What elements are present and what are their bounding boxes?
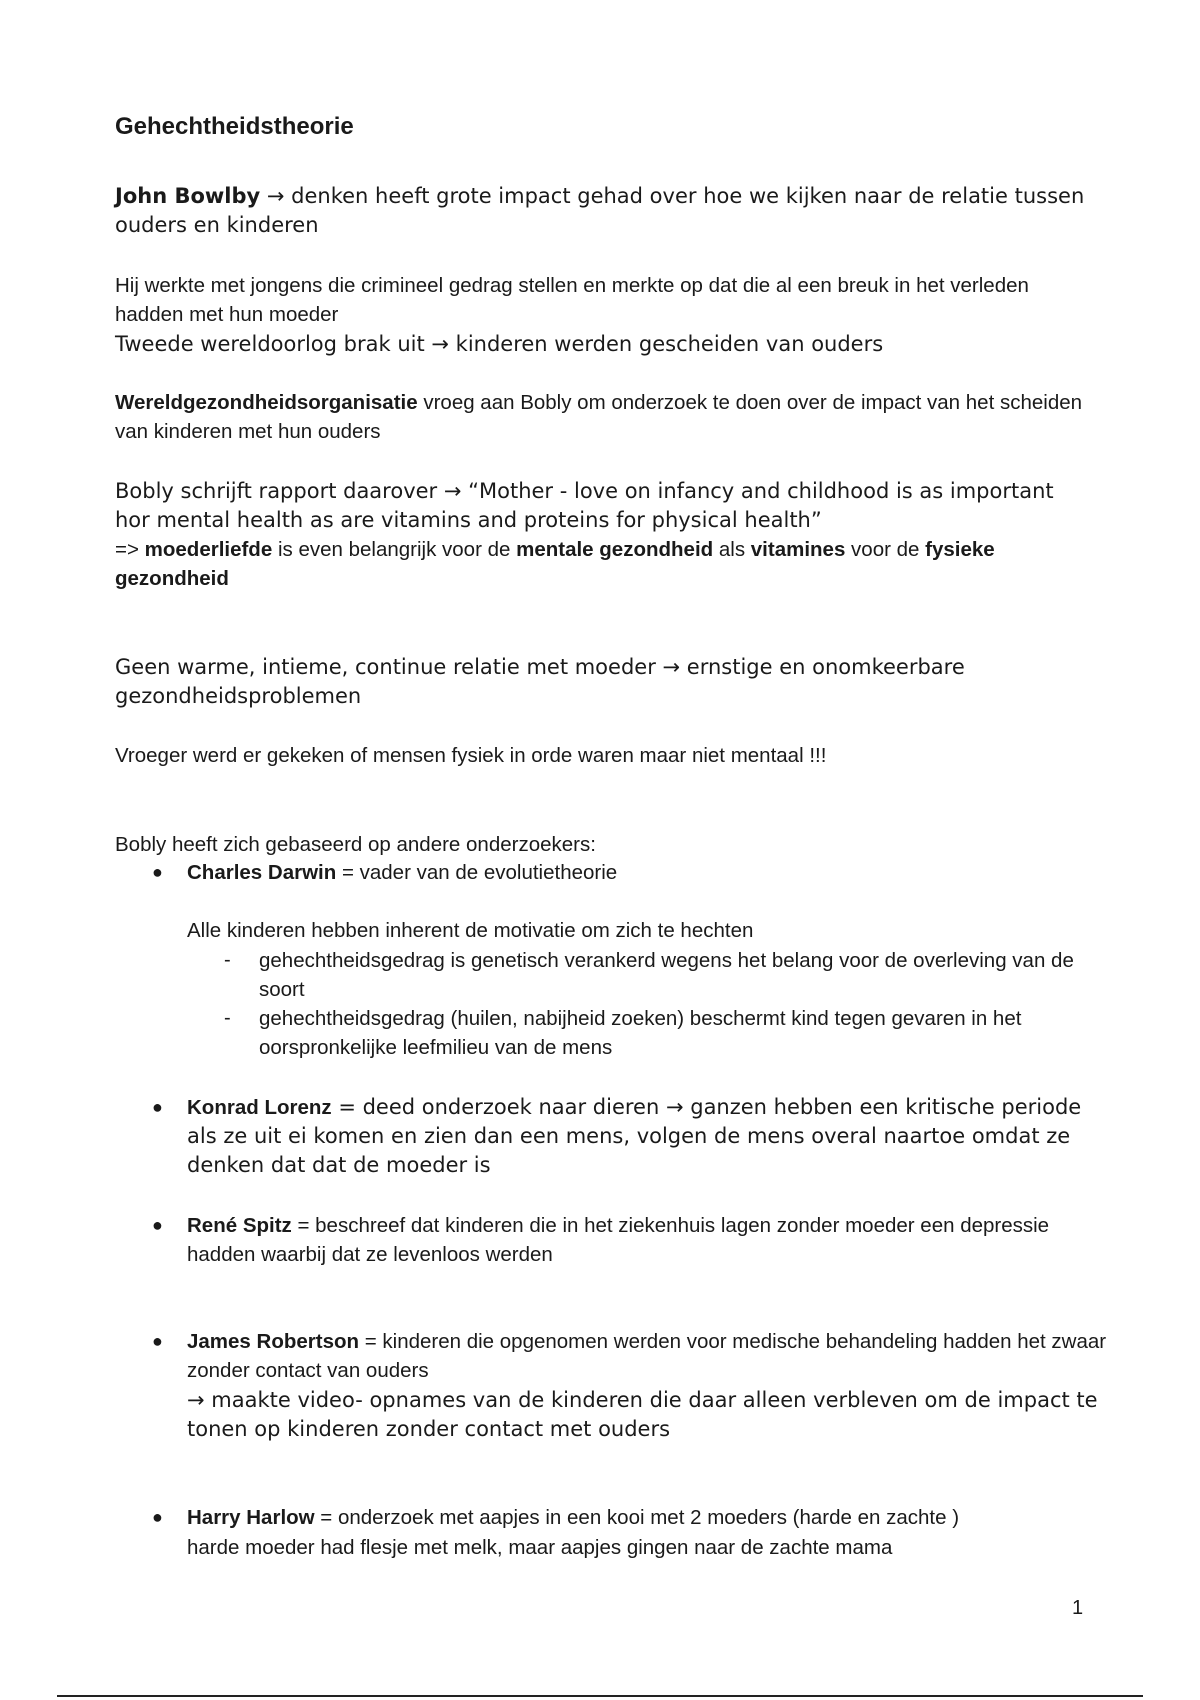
list-item-spitz [187, 1211, 1107, 1269]
list-item-robertson-line2: → maakte video- opnames van de kinderen die daar alleen verbleven om de impact te tonen op kinderen zonder contact met ouders [187, 1388, 1098, 1441]
list-item-text: = vader van de evolutietheorie [336, 861, 618, 884]
paragraph-onderzoekers-intro: Bobly heeft zich gebaseerd op andere onderzoekers: [115, 833, 596, 856]
bold-term: vitamines [750, 538, 846, 561]
page-number: 1 [1072, 1597, 1084, 1619]
bold-term: René Spitz [187, 1214, 292, 1237]
list-item-text: = onderzoek met aapjes in een kooi met 2 moeders (harde en zachte ) [314, 1506, 960, 1529]
list-item-text: = kinderen die opgenomen werden voor medische behandeling hadden het zwaar zonder contact van ouders [187, 1330, 1107, 1382]
bold-term: moederliefde [144, 538, 273, 561]
dash-icon: - [224, 1007, 231, 1029]
bold-term: John Bowlby [115, 184, 261, 208]
bold-term: Wereldgezondheidsorganisatie [115, 391, 418, 414]
bold-term: Charles Darwin [187, 861, 337, 884]
bullet-icon: ● [152, 862, 163, 882]
paragraph-who [115, 388, 1095, 446]
page-title: Gehechtheidstheorie [115, 113, 354, 140]
paragraph-wereldoorlog: Tweede wereldoorlog brak uit → kinderen werden gescheiden van ouders [115, 332, 884, 356]
list-item-lorenz [187, 1093, 1107, 1180]
paragraph-jongens: Hij werkte met jongens die crimineel gedrag stellen en merkte op dat die al een breuk in het verleden hadden met hun moeder [115, 274, 1029, 326]
paragraph-text: vroeg aan Bobly om onderzoek te doen over de impact van het scheiden van kinderen met hun ouders [115, 391, 1083, 443]
paragraph-vroeger: Vroeger werd er gekeken of mensen fysiek in orde waren maar niet mentaal !!! [115, 744, 827, 767]
bold-term: James Robertson [187, 1330, 360, 1353]
paragraph-moederliefde [115, 535, 1095, 593]
bullet-icon: ● [152, 1215, 163, 1235]
bold-term: fysieke gezondheid [115, 538, 995, 590]
list-item-harlow-line2: harde moeder had flesje met melk, maar aapjes gingen naar de zachte mama [187, 1536, 893, 1559]
list-item-harlow [187, 1503, 1107, 1532]
text-segment: is even belangrijk voor de [272, 538, 517, 561]
text-segment: => [115, 538, 145, 561]
bold-term: mentale gezondheid [516, 538, 714, 561]
list-item-darwin-sub: Alle kinderen hebben inherent de motivatie om zich te hechten [187, 919, 754, 942]
list-item-text: = beschreef dat kinderen die in het ziekenhuis lagen zonder moeder een depressie hadden waarbij dat ze levenloos werden [187, 1214, 1050, 1266]
bullet-icon: ● [152, 1097, 163, 1117]
bullet-icon: ● [152, 1507, 163, 1527]
sub-item-gevaren: gehechtheidsgedrag (huilen, nabijheid zoeken) beschermt kind tegen gevaren in het oorspronkelijke leefmilieu van de mens [259, 1007, 1022, 1059]
list-item-text: = deed onderzoek naar dieren → ganzen hebben een kritische periode als ze uit ei komen en zien dan een mens, volgen de mens overal naartoe omdat ze denken dat dat de moeder is [187, 1095, 1082, 1177]
sub-item-genetisch: gehechtheidsgedrag is genetisch verankerd wegens het belang voor de overleving van de soort [259, 949, 1074, 1001]
paragraph-text: → denken heeft grote impact gehad over hoe we kijken naar de relatie tussen ouders en kinderen [115, 184, 1085, 237]
list-item-robertson [187, 1327, 1107, 1385]
footer-divider [57, 1695, 1143, 1697]
paragraph-bowlby [115, 182, 1095, 240]
text-segment: als [713, 538, 751, 561]
dash-icon: - [224, 949, 231, 971]
text-segment: voor de [845, 538, 926, 561]
paragraph-rapport: Bobly schrijft rapport daarover → “Mother - love on infancy and childhood is as important hor mental health as are vitamins and proteins for physical health” [115, 479, 1054, 532]
paragraph-relatie: Geen warme, intieme, continue relatie met moeder → ernstige en onomkeerbare gezondheidsproblemen [115, 655, 965, 708]
list-item-darwin [187, 858, 1107, 887]
bullet-icon: ● [152, 1331, 163, 1351]
bold-term: Konrad Lorenz [187, 1096, 332, 1119]
bold-term: Harry Harlow [187, 1506, 315, 1529]
